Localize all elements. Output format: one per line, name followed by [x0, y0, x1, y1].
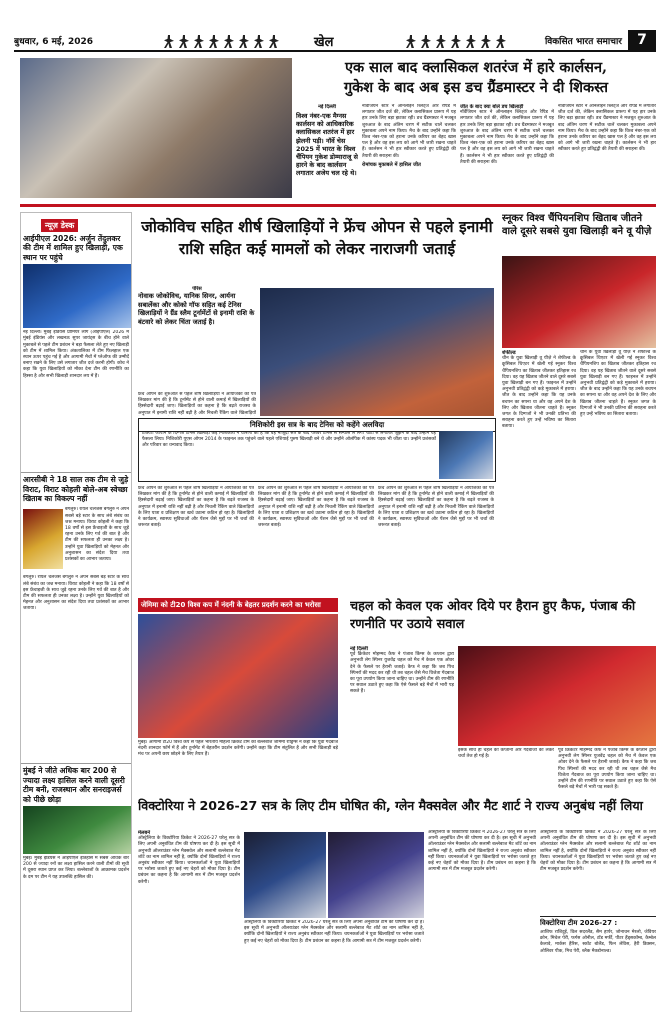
page-number: 7	[628, 30, 656, 50]
page-header	[14, 30, 656, 52]
tennis-body-top: फ्रेंच ओपन की शुरुआत से पहले शीर्ष खिलाड़ियों ने आयोजकों को पत्र लिखकर मांग की है कि टूर्नामेंट से होने वाली कमाई में खिलाड़ियों की हिस्सेदारी बढ़ाई जाए। खिलाड़ियों का कहना है कि बढ़ते राजस्व के अनुपात में इनामी राशि नहीं बढ़ी है और निचली रैंकिंग वाले खिलाड़ियों	[138, 392, 256, 416]
snooker-body-col-2: चीन के युवा खिलाड़ी वू यीज़े ने शेफील्ड के क्रूसिबल थिएटर में खेली गई स्नूकर विश्व चैंपियनशिप का खिताब जीतकर इतिहास रच दिया। वह यह खिताब जीतने वाले दूसरे सबसे युवा खिलाड़ी बन गए हैं। फाइनल में उन्होंने अनुभवी प्रतिद्वंद्वी को कड़े मुकाबले में हराया। जीत के बाद उन्होंने कहा कि यह उनके बचपन का सपना था और वह अपने देश के लिए और खिताब जीतना चाहते हैं। स्नूकर जगत के दिग्गजों ने भी उनकी प्रतिभा की सराहना करते हुए उन्हें भविष्य का सितारा बताया।	[580, 350, 656, 418]
snooker-headline-box	[502, 212, 656, 252]
issue-date: बुधवार, 6 मई, 2026	[14, 37, 94, 47]
victoria-body-col-4: ऑस्ट्रेलिया के विक्टोरिया क्रिकेट ने 2026-27 घरेलू सत्र के लिए अपनी अनुबंधित टीम की घोषणा कर दी है। इस सूची में अनुभवी ऑलराउंडर ग्लेन मैक्सवेल और सलामी बल्लेबाज मैट शॉर्ट का नाम शामिल नहीं है, क्योंकि दोनों खिलाड़ियों ने राज्य अनुबंध स्वीकार नहीं किया। चयनकर्ताओं ने युवा खिलाड़ियों पर भरोसा जताते हुए कई नए चेहरों को मौका दिया है। टीम प्रबंधन का कहना है कि आगामी सत्र में टीम मजबूत प्रदर्शन करेगी।	[540, 830, 656, 873]
ipl-player-photo	[23, 264, 131, 328]
lead-body-col-3	[558, 104, 656, 198]
sports-silhouettes-right	[406, 33, 511, 47]
victoria-body-col-2: ऑस्ट्रेलिया के विक्टोरिया क्रिकेट ने 2026-27 घरेलू सत्र के लिए अपनी अनुबंधित टीम की घोषणा कर दी है। इस सूची में अनुभवी ऑलराउंडर ग्लेन मैक्सवेल और सलामी बल्लेबाज मैट शॉर्ट का नाम शामिल नहीं है, क्योंकि दोनों खिलाड़ियों ने राज्य अनुबंध स्वीकार नहीं किया। चयनकर्ताओं ने युवा खिलाड़ियों पर भरोसा जताते हुए कई नए चेहरों को मौका दिया है। टीम प्रबंधन का कहना है कि आगामी सत्र में टीम मजबूत प्रदर्शन करेगी।	[244, 920, 424, 944]
jemimah-headline-bar	[138, 598, 338, 612]
nishikori-photo	[439, 431, 493, 479]
victoria-headline: विक्टोरिया ने 2026-27 सत्र के लिए टीम घोषित की, ग्लेन मैक्सवेल और मैट शार्ट ने राज्य अनुबंध नहीं लिया	[138, 798, 643, 813]
news-desk-story-2-body-b: बेंगलुरु। रॉयल चैलेंजर्स बेंगलुरु ने अपने सबसे बड़े स्टार के साथ लंबे संबंध का जश्न मनाया। विराट कोहली ने कहा कि 18 वर्षों से इस फ्रेंचाइजी के साथ जुड़े रहना उनके लिए गर्व की बात है और टीम की सफलता ही उनका लक्ष्य है। उन्होंने युवा खिलाड़ियों को मेहनत और अनुशासन का संदेश दिया तथा प्रशंसकों का आभार जताया।	[23, 575, 129, 612]
lead-body-text: नॉर्वेजियन स्टार ने ऑनलाइन ब्लिट्ज और रैपिड में लगातार जीत दर्ज की, लेकिन क्लासिकल प्रारूप में यह हार उनके लिए बड़ा झटका रही। डच ग्रैंडमास्टर ने मजबूत शुरुआत के बाद अंतिम चरण में सटीक चालें चलकर मुकाबला अपने नाम किया। मैच के बाद उन्होंने कहा कि विश्व नंबर-एक को हराना उनके करियर का बेहद खास पल है और वह इस लय को आगे भी जारी रखना चाहते हैं। कार्लसन ने भी हार स्वीकार करते हुए प्रतिद्वंद्वी की तैयारी की सराहना की।	[362, 104, 456, 159]
wu-yize-photo	[502, 256, 656, 348]
sports-silhouettes-left	[164, 33, 284, 47]
lead-subhead-2: जीत के बाद क्या बोले डच खिलाड़ी	[460, 104, 524, 110]
chahal-dateline: नई दिल्ली	[350, 646, 368, 652]
tennis-dateline: पेरिस	[192, 286, 202, 292]
mumbai-team-photo	[23, 806, 131, 854]
victoria-squad-headline: विक्टोरिया टीम 2026-27 :	[540, 916, 656, 928]
divider-rule	[20, 204, 656, 207]
chahal-caption: इसके साथ ही चहल की कप्तानी और गेंदबाजी को लेकर चर्चा तेज हो गई है।	[458, 748, 554, 760]
maxwell-photo	[244, 832, 326, 918]
lead-pull-text: विश्व नंबर-एक मैग्नस कार्लसन को आधिकारिक क्लासिकल शतरंज में हार झेलनी पड़ी। नॉर्वे चेस 2025 में भारत के विश्व चैंपियन गुकेश डोम्माराजू से हारने के बाद कार्लसन लगातार अजेय चल रहे थे।	[296, 112, 358, 178]
tennis-headline: जोकोविच सहित शीर्ष खिलाड़ियों ने फ्रेंच ओपन से पहले इनामी राशि सहित कई मामलों को लेकर नाराजगी जताई	[141, 218, 493, 258]
nishikori-inset	[138, 418, 496, 482]
djokovic-sabalenka-photo	[260, 288, 494, 416]
victoria-squad-box	[540, 830, 656, 1012]
newspaper-name: विकसित भारत समाचार	[544, 37, 622, 47]
tennis-lead-text: नोवाक जोकोविच, यानिक सिनर, आर्यना सबालेंका और कोको गॉफ सहित कई टेनिस खिलाड़ियों ने ग्रैंड स्लैम टूर्नामेंटों से इनामी राशि के बंटवारे को लेकर चिंता जताई है।	[138, 292, 255, 326]
tennis-body-col-3: फ्रेंच ओपन की शुरुआत से पहले शीर्ष खिलाड़ियों ने आयोजकों को पत्र लिखकर मांग की है कि टूर्नामेंट से होने वाली कमाई में खिलाड़ियों की हिस्सेदारी बढ़ाई जाए। खिलाड़ियों का कहना है कि बढ़ते राजस्व के अनुपात में इनामी राशि नहीं बढ़ी है और निचली रैंकिंग वाले खिलाड़ियों के लिए यात्रा व प्रशिक्षण का खर्च उठाना कठिन हो रहा है। खिलाड़ियों ने कार्यक्रम, स्वास्थ्य सुविधाओं और पेंशन जैसे मुद्दों पर भी चर्चा की जरूरत बताई।	[378, 486, 494, 529]
victoria-body-text: ऑस्ट्रेलिया के विक्टोरिया क्रिकेट ने 2026-27 घरेलू सत्र के लिए अपनी अनुबंधित टीम की घोषणा कर दी है। इस सूची में अनुभवी ऑलराउंडर ग्लेन मैक्सवेल और सलामी बल्लेबाज मैट शॉर्ट का नाम शामिल नहीं है, क्योंकि दोनों खिलाड़ियों ने राज्य अनुबंध स्वीकार नहीं किया। चयनकर्ताओं ने युवा खिलाड़ियों पर भरोसा जताते हुए कई नए चेहरों को मौका दिया है। टीम प्रबंधन का कहना है कि आगामी सत्र में टीम मजबूत प्रदर्शन करेगी।	[138, 836, 240, 885]
news-desk-story-2-body-a: बेंगलुरु। रॉयल चैलेंजर्स बेंगलुरु ने अपने सबसे बड़े स्टार के साथ लंबे संबंध का जश्न मनाया। विराट कोहली ने कहा कि 18 वर्षों से इस फ्रेंचाइजी के साथ जुड़े रहना उनके लिए गर्व की बात है और टीम की सफलता ही उनका लक्ष्य है। उन्होंने युवा खिलाड़ियों को मेहनत और अनुशासन का संदेश दिया तथा प्रशंसकों का आभार जताया।	[65, 507, 129, 563]
matt-short-photo	[328, 832, 424, 918]
snooker-dateline: शेफील्ड	[502, 350, 516, 356]
lead-dateline: नई दिल्ली	[318, 104, 336, 110]
virat-trophy-photo	[23, 509, 63, 569]
chahal-headline-box	[350, 598, 656, 642]
tennis-body-col-1: फ्रेंच ओपन की शुरुआत से पहले शीर्ष खिलाड़ियों ने आयोजकों को पत्र लिखकर मांग की है कि टूर्नामेंट से होने वाली कमाई में खिलाड़ियों की हिस्सेदारी बढ़ाई जाए। खिलाड़ियों का कहना है कि बढ़ते राजस्व के अनुपात में इनामी राशि नहीं बढ़ी है और निचली रैंकिंग वाले खिलाड़ियों के लिए यात्रा व प्रशिक्षण का खर्च उठाना कठिन हो रहा है। खिलाड़ियों ने कार्यक्रम, स्वास्थ्य सुविधाओं और पेंशन जैसे मुद्दों पर भी चर्चा की जरूरत बताई।	[138, 486, 254, 529]
chahal-team-photo	[458, 646, 656, 746]
news-desk-label: न्यूज़ डेस्क	[41, 219, 78, 232]
chahal-body-col-3: पूर्व क्रिकेटर मोहम्मद कैफ ने पंजाब किंग्स के कप्तान द्वारा अनुभवी लेग स्पिनर युजवेंद्र चहल को मैच में केवल एक ओवर देने के फैसले पर हैरानी जताई। कैफ ने कहा कि जब पिच स्पिनरों की मदद कर रही थी तब चहल जैसे मैच विजेता गेंदबाज का पूरा उपयोग किया जाना चाहिए था। उन्होंने टीम की रणनीति पर सवाल उठाते हुए कहा कि ऐसे फैसले बड़े मैचों में भारी पड़ सकते हैं।	[558, 748, 656, 791]
tennis-lead-col	[138, 286, 256, 392]
lead-pullquote	[296, 104, 358, 202]
chahal-body-col-1	[350, 646, 454, 792]
lead-body-text-3: नॉर्वेजियन स्टार ने ऑनलाइन ब्लिट्ज और रैपिड में लगातार जीत दर्ज की, लेकिन क्लासिकल प्रारूप में यह हार उनके लिए बड़ा झटका रही। डच ग्रैंडमास्टर ने मजबूत शुरुआत के बाद अंतिम चरण में सटीक चालें चलकर मुकाबला अपने नाम किया। मैच के बाद उन्होंने कहा कि विश्व नंबर-एक को हराना उनके करियर का बेहद खास पल है और वह इस लय को आगे भी जारी रखना चाहते हैं। कार्लसन ने भी हार स्वीकार करते हुए प्रतिद्वंद्वी की तैयारी की सराहना की।	[558, 104, 656, 153]
news-desk-story-3-headline: मुंबई ने जीते अधिक बार 200 से ज्यादा लक्ष्य हासिल करने वाली दूसरी टीम बनी, राजस्थान और सनराइजर्स को पीछे छोड़ा	[21, 763, 131, 804]
news-desk-story-1-headline: आईपीएल 2026: अर्जुन तेंदुलकर की टीम में शामिल हुए खिलाड़ी, एक स्थान पर पहुंचे	[23, 234, 123, 262]
snooker-body-col-1	[502, 350, 576, 592]
lead-body-col-2	[460, 104, 554, 198]
nishikori-headline: निशिकोरी इस सत्र के बाद टेनिस को कहेंगे अलविदा	[139, 419, 495, 432]
section-title: खेल	[314, 35, 334, 50]
lead-headline	[296, 58, 656, 102]
news-desk-story-2-headline: आरसीबी ने 18 साल तक टीम से जुड़े विराट, विराट कोहली बोले-अब स्वेच्छा खिताब का विकल्प नहीं	[21, 472, 131, 503]
chahal-body-text: पूर्व क्रिकेटर मोहम्मद कैफ ने पंजाब किंग्स के कप्तान द्वारा अनुभवी लेग स्पिनर युजवेंद्र चहल को मैच में केवल एक ओवर देने के फैसले पर हैरानी जताई। कैफ ने कहा कि जब पिच स्पिनरों की मदद कर रही थी तब चहल जैसे मैच विजेता गेंदबाज का पूरा उपयोग किया जाना चाहिए था। उन्होंने टीम की रणनीति पर सवाल उठाते हुए कहा कि ऐसे फैसले बड़े मैचों में भारी पड़ सकते हैं।	[350, 652, 454, 695]
lead-body-text-2: नॉर्वेजियन स्टार ने ऑनलाइन ब्लिट्ज और रैपिड में लगातार जीत दर्ज की, लेकिन क्लासिकल प्रारूप में यह हार उनके लिए बड़ा झटका रही। डच ग्रैंडमास्टर ने मजबूत शुरुआत के बाद अंतिम चरण में सटीक चालें चलकर मुकाबला अपने नाम किया। मैच के बाद उन्होंने कहा कि विश्व नंबर-एक को हराना उनके करियर का बेहद खास पल है और वह इस लय को आगे भी जारी रखना चाहते हैं। कार्लसन ने भी हार स्वीकार करते हुए प्रतिद्वंद्वी की तैयारी की सराहना की।	[460, 110, 554, 165]
victoria-squad-list: आशिफ राशिदुई, विल सदरलैंड, सैम हार्पर, जोनाथन मेरलो, जेवियर क्रोन, मिचेल पेरी, फर्गस ओनील, टॉड मर्फी, पीटर हैंड्सकॉम्ब, कैम्बेल केलावे, मार्कस हैरिस, स्कॉट बोलैंड, फिन लेविस, हैरी डिक्सन, ओलिवर पीक, मिच पेरी, ब्लैक मैक्डोनाल्ड।	[540, 930, 656, 954]
chahal-headline: चहल को केवल एक ओवर दिये पर हैरान हुए कैफ, पंजाब की रणनीति पर उठाये सवाल	[350, 599, 636, 632]
chess-players-photo	[20, 58, 292, 198]
nishikori-body: टोक्यो। जापान के दिग्गज टेनिस खिलाड़ी केई निशिकोरी ने घोषणा की है कि वह मौजूदा सत्र के बाद पेशेवर टेनिस से संन्यास ले लेंगे। चोटों से लगातार जूझने के बाद उन्होंने यह फैसला लिया। निशिकोरी यूएस ओपन 2014 के फाइनल तक पहुंचने वाले पहले एशियाई पुरुष खिलाड़ी बने थे और उन्होंने ओलंपिक में कांस्य पदक भी जीता था। उन्होंने प्रशंसकों और परिवार का धन्यवाद किया।	[142, 431, 436, 449]
victoria-body-col-3: ऑस्ट्रेलिया के विक्टोरिया क्रिकेट ने 2026-27 घरेलू सत्र के लिए अपनी अनुबंधित टीम की घोषणा कर दी है। इस सूची में अनुभवी ऑलराउंडर ग्लेन मैक्सवेल और सलामी बल्लेबाज मैट शॉर्ट का नाम शामिल नहीं है, क्योंकि दोनों खिलाड़ियों ने राज्य अनुबंध स्वीकार नहीं किया। चयनकर्ताओं ने युवा खिलाड़ियों पर भरोसा जताते हुए कई नए चेहरों को मौका दिया है। टीम प्रबंधन का कहना है कि आगामी सत्र में टीम मजबूत प्रदर्शन करेगी।	[428, 830, 536, 873]
lead-headline-line-1: एक साल बाद क्लासिकल शतरंज में हारे कार्लसन,	[344, 59, 608, 76]
lead-headline-line-2: गुकेश के बाद अब इस डच ग्रैंडमास्टर ने दी शिकस्त	[343, 79, 609, 96]
victoria-dateline: मेलबर्न	[138, 830, 151, 836]
snooker-headline: स्नूकर विश्व चैंपियनशिप खिताब जीतने वाले दूसरे सबसे युवा खिलाड़ी बने वू यीज़े	[502, 213, 652, 237]
news-desk-story-3-body: मुंबई। मुंबई इंडियंस ने आईपीएल इतिहास में सबसे अधिक बार 200 से ज्यादा रनों का लक्ष्य हासिल करने वाली टीमों की सूची में दूसरा स्थान प्राप्त कर लिया। बल्लेबाजों के आक्रामक प्रदर्शन के दम पर टीम ने यह उपलब्धि हासिल की।	[23, 856, 129, 880]
tennis-body-col-2: फ्रेंच ओपन की शुरुआत से पहले शीर्ष खिलाड़ियों ने आयोजकों को पत्र लिखकर मांग की है कि टूर्नामेंट से होने वाली कमाई में खिलाड़ियों की हिस्सेदारी बढ़ाई जाए। खिलाड़ियों का कहना है कि बढ़ते राजस्व के अनुपात में इनामी राशि नहीं बढ़ी है और निचली रैंकिंग वाले खिलाड़ियों के लिए यात्रा व प्रशिक्षण का खर्च उठाना कठिन हो रहा है। खिलाड़ियों ने कार्यक्रम, स्वास्थ्य सुविधाओं और पेंशन जैसे मुद्दों पर भी चर्चा की जरूरत बताई।	[258, 486, 374, 529]
jemimah-headline: जेमिमा को टी20 विश्व कप में नंदनी के बेहतर प्रदर्शन करने का भरोसा	[141, 601, 321, 609]
tennis-headline-box	[138, 216, 496, 284]
jemimah-photo	[138, 614, 338, 738]
victoria-headline-box	[138, 798, 656, 828]
lead-subhead-1: रोमांचक मुकाबले में हासिल जीत	[362, 161, 421, 168]
news-desk-story-1-body: नई दिल्ली। मुंबई इंडियंस प्रीमियर लीग (आईपीएल) 2026 में मुंबई इंडियंस और लखनऊ सुपर जायंट्स के बीच होने वाले मुकाबले से पहले टीम प्रबंधन ने बड़ा फैसला लेते हुए नए खिलाड़ी को टीम में शामिल किया। अंकतालिका में टीम फिलहाल एक स्थान ऊपर पहुंच गई है और आगामी मैचों में प्लेऑफ की उम्मीदें बनाए रखने के लिए उसे लगातार जीत दर्ज करनी होगी। कोच ने कहा कि युवा खिलाड़ियों को मौका देना टीम की रणनीति का हिस्सा है और सभी खिलाड़ी शानदार लय में हैं।	[23, 330, 129, 379]
news-desk-column	[20, 212, 132, 1012]
jemimah-body: मुंबई। आगामी टी20 विश्व कप से पहले भारतीय महिला क्रिकेट टीम की बल्लेबाज जेमिमा रोड्रिग्स ने कहा कि युवा गेंदबाज नंदनी शानदार फॉर्म में हैं और टूर्नामेंट में बेहतरीन प्रदर्शन करेंगी। उन्होंने कहा कि टीम संतुलित है और सभी खिलाड़ी बड़े मंच पर अपनी छाप छोड़ने के लिए तैयार हैं।	[138, 740, 338, 758]
lead-body-col-1	[362, 104, 456, 198]
victoria-body-col-1	[138, 830, 240, 1012]
snooker-body-text: चीन के युवा खिलाड़ी वू यीज़े ने शेफील्ड के क्रूसिबल थिएटर में खेली गई स्नूकर विश्व चैंपियनशिप का खिताब जीतकर इतिहास रच दिया। वह यह खिताब जीतने वाले दूसरे सबसे युवा खिलाड़ी बन गए हैं। फाइनल में उन्होंने अनुभवी प्रतिद्वंद्वी को कड़े मुकाबले में हराया। जीत के बाद उन्होंने कहा कि यह उनके बचपन का सपना था और वह अपने देश के लिए और खिताब जीतना चाहते हैं। स्नूकर जगत के दिग्गजों ने भी उनकी प्रतिभा की सराहना करते हुए उन्हें भविष्य का सितारा बताया।	[502, 356, 576, 430]
